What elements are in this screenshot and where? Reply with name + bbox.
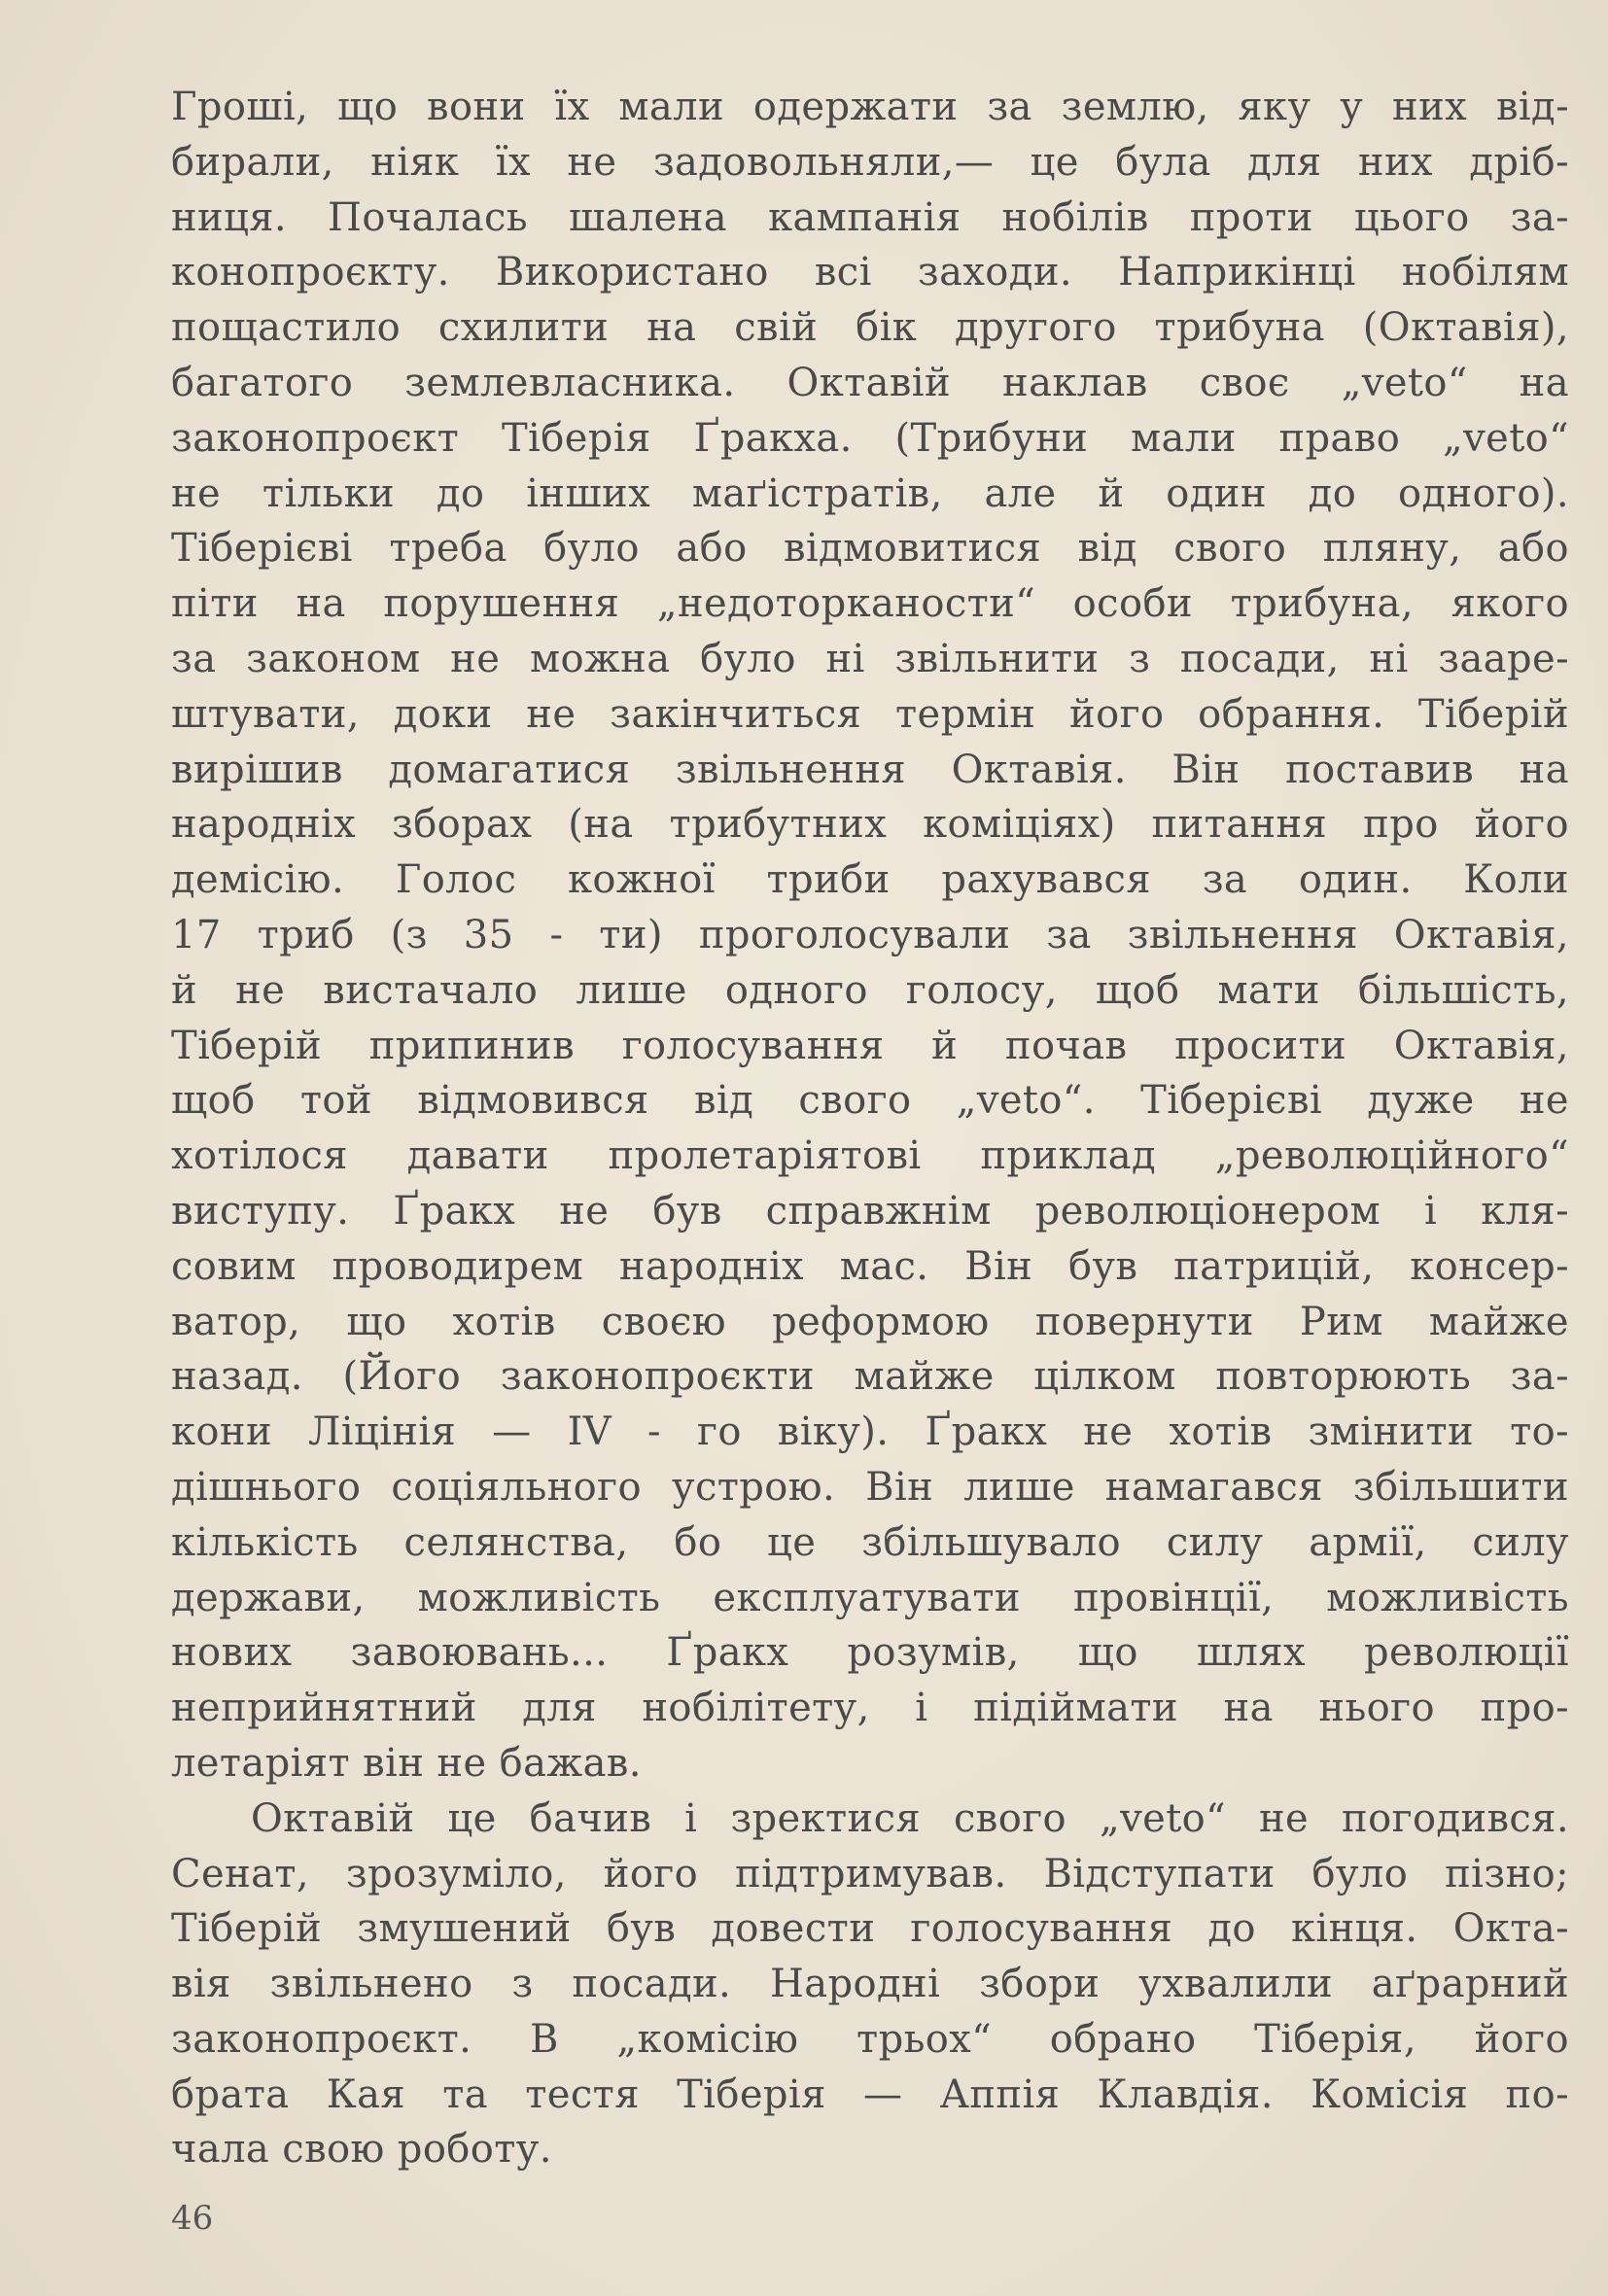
page-number: 46 (171, 2199, 214, 2238)
text-line: дішнього соціяльного устрою. Він лише намагався збільшити (171, 1464, 1569, 1510)
text-line: держави, можливість експлуатувати провінції, можливість (171, 1575, 1569, 1620)
text-line: за законом не можна було ні звільнити з посади, ні зааре- (171, 636, 1569, 681)
text-line: совим проводирем народніх мас. Він був патрицій, консер- (171, 1243, 1569, 1289)
text-line: Тіберієві треба було або відмовитися від свого пляну, або (171, 526, 1569, 572)
text-line: вія звільнено з посади. Народні збори ухвалили аґрарний (171, 1962, 1569, 2007)
text-line: пощастило схилити на свій бік другого трибуна (Октавія), (171, 305, 1569, 351)
text-line: вирішив домагатися звільнення Октавія. Він поставив на (171, 747, 1569, 792)
text-line: кони Ліцінія — IV - го віку). Ґракх не хотів змінити то- (171, 1409, 1569, 1455)
text-line: 17 триб (з 35 - ти) проголосували за звільнення Октавія, (171, 912, 1569, 957)
text-line: неприйнятний для нобілітету, і підіймати на нього про- (171, 1686, 1569, 1731)
text-line: нових завоювань... Ґракх розумів, що шлях революції (171, 1630, 1569, 1676)
text-line: Тіберій змушений був довести голосування до кінця. Окта- (171, 1906, 1569, 1952)
text-line: ватор, що хотів своєю реформою повернути Рим майже (171, 1299, 1569, 1344)
text-line: Гроші, що вони їх мали одержати за землю, яку у них від- (171, 85, 1569, 129)
text-line: виступу. Ґракх не був справжнім революціонером і кля- (171, 1188, 1569, 1234)
text-line: штувати, доки не закінчиться термін його обрання. Тіберій (171, 691, 1569, 737)
text-line: багатого землевласника. Октавій наклав своє „veto“ на (171, 360, 1569, 405)
body-text (171, 80, 1569, 2177)
text-line: народніх зборах (на трибутних коміціях) питання про його (171, 802, 1569, 848)
text-line: конопроєкту. Використано всі заходи. Наприкінці нобілям (171, 250, 1569, 296)
text-line: чала свою роботу. (171, 2127, 552, 2173)
text-line: піти на порушення „недоторканости“ особи трибуна, якого (171, 581, 1569, 627)
paragraph (171, 1792, 1569, 2178)
text-line: законопроєкт. В „комісію трьох“ обрано Тіберія, його (171, 2016, 1569, 2062)
text-line: ниця. Почалась шалена кампанія нобілів проти цього за- (171, 194, 1569, 240)
text-line: хотілося давати пролетаріятові приклад „революційного“ (171, 1133, 1569, 1179)
text-line: Октавій це бачив і зректися свого „veto“ не погодився. (251, 1795, 1569, 1841)
text-line: демісію. Голос кожної триби рахувався за один. Коли (171, 857, 1569, 903)
text-line: не тільки до інших маґістратів, але й один до одного). (171, 470, 1569, 516)
text-line: й не вистачало лише одного голосу, щоб мати більшість, (171, 967, 1569, 1013)
text-line: Сенат, зрозуміло, його підтримував. Відступати було пізно; (171, 1851, 1569, 1896)
text-line: щоб той відмовився від свого „veto“. Тіберієві дуже не (171, 1078, 1569, 1124)
text-line: летаріят він не бажав. (171, 1740, 642, 1786)
text-line: Тіберій припинив голосування й почав просити Октавія, (171, 1023, 1569, 1068)
text-line: назад. (Його законопроєкти майже цілком повторюють за- (171, 1354, 1569, 1400)
text-line: брата Кая та тестя Тіберія — Аппія Клавдія. Комісія по- (171, 2071, 1569, 2117)
text-line: бирали, ніяк їх не задовольняли,— це була для них дріб- (171, 139, 1569, 185)
text-line: законопроєкт Тіберія Ґракха. (Трибуни мали право „veto“ (171, 415, 1569, 461)
text-line: кількість селянства, бо це збільшувало силу армії, силу (171, 1519, 1569, 1565)
paragraph (171, 80, 1569, 1792)
